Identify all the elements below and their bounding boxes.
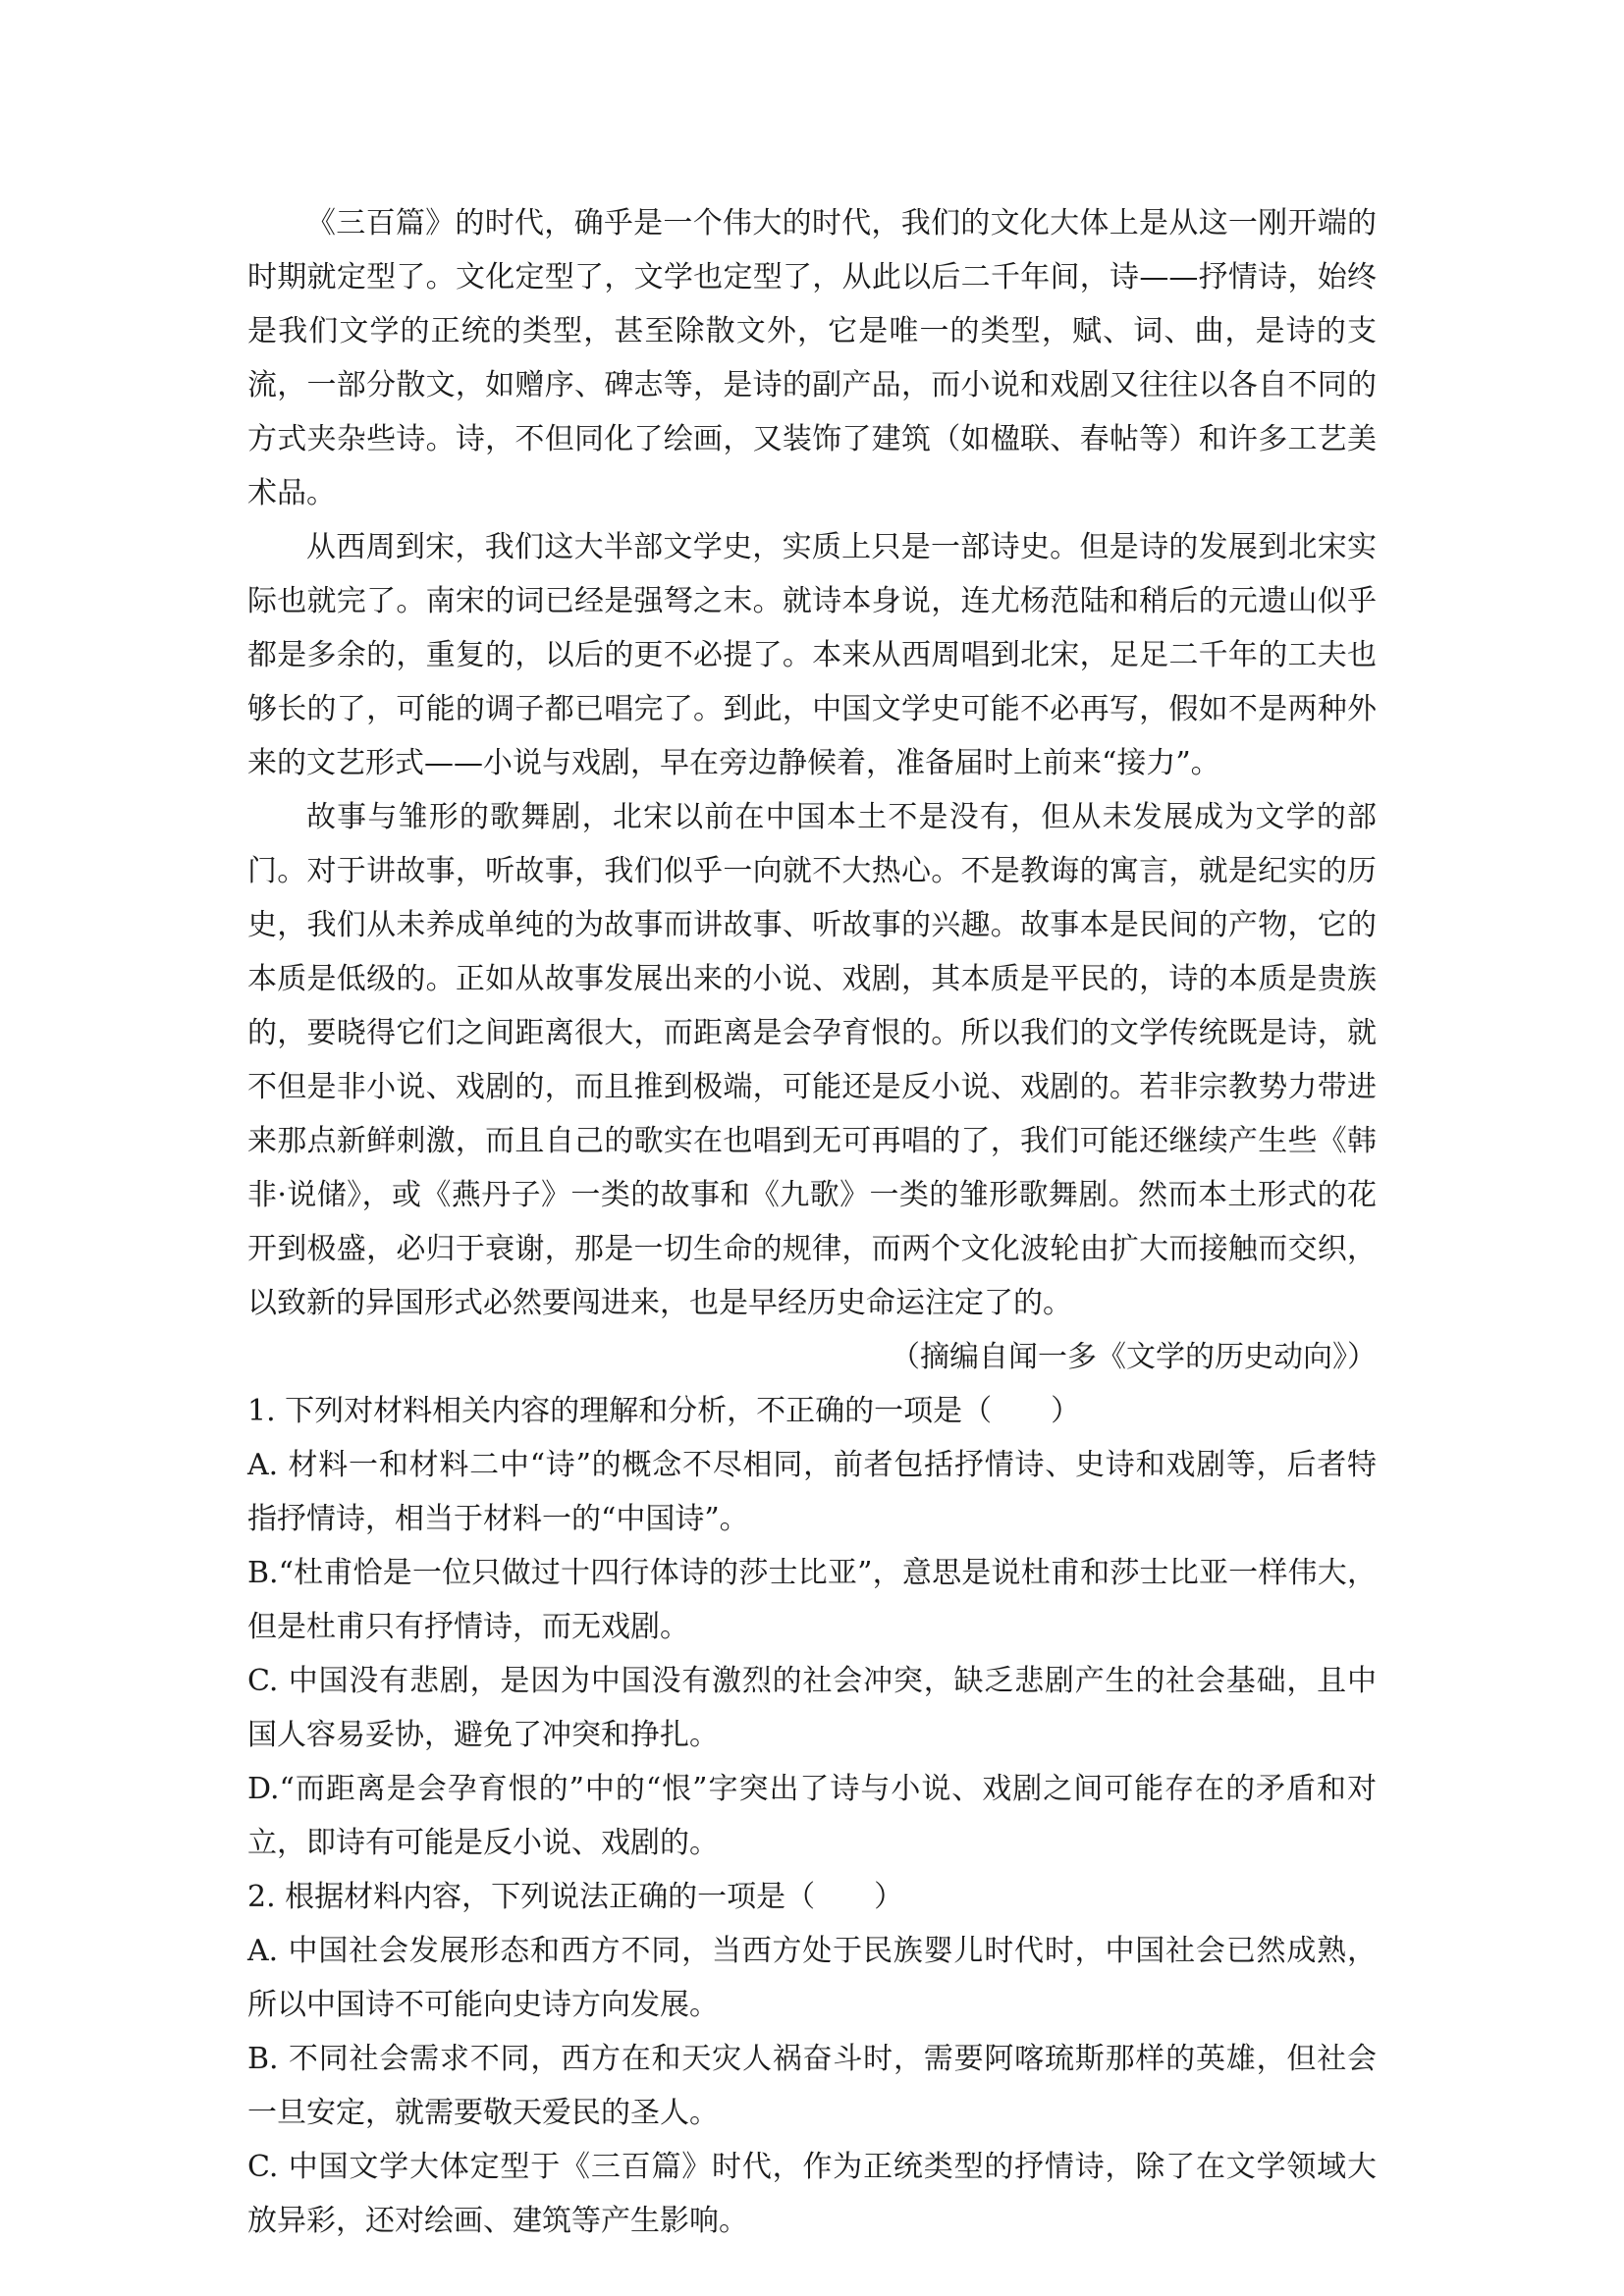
passage-paragraph-1: 《三百篇》的时代，确乎是一个伟大的时代，我们的文化大体上是从这一刚开端的时期就定型了。文化定型了，文学也定型了，从此以后二千年间，诗——抒情诗，始终是我们文学的正统的类型，甚至除散文外，它是唯一的类型，赋、词、曲，是诗的支流，一部分散文，如赠序、碑志等，是诗的副产品，而小说和戏剧又往往以各自不同的方式夹杂些诗。诗，不但同化了绘画，又装饰了建筑（如楹联、春帖等）和许多工艺美术品。 <box>247 206 1377 510</box>
question-option-c: C. 中国没有悲剧，是因为中国没有激烈的社会冲突，缺乏悲剧产生的社会基础，且中国人容易妥协，避免了冲突和挣扎。 <box>247 1664 1377 1752</box>
passage-source: （摘编自闻一多《文学的历史动向》） <box>891 1340 1377 1374</box>
question-2 <box>247 1870 1377 2248</box>
passage-paragraph-2: 从西周到宋，我们这大半部文学史，实质上只是一部诗史。但是诗的发展到北宋实际也就完了。南宋的词已经是强弩之末。就诗本身说，连尤杨范陆和稍后的元遗山似乎都是多余的，重复的，以后的更不必提了。本来从西周唱到北宋，足足二千年的工夫也够长的了，可能的调子都已唱完了。到此，中国文学史可能不必再写，假如不是两种外来的文艺形式——小说与戏剧，早在旁边静候着，准备届时上前来“接力”。 <box>247 530 1377 780</box>
document-body <box>247 196 1377 2248</box>
question-option-c: C. 中国文学大体定型于《三百篇》时代，作为正统类型的抒情诗，除了在文学领域大放异彩，还对绘画、建筑等产生影响。 <box>247 2150 1377 2238</box>
question-stem: 2. 根据材料内容，下列说法正确的一项是（ ） <box>247 1880 904 1914</box>
question-1 <box>247 1384 1377 1870</box>
passage-paragraph-3: 故事与雏形的歌舞剧，北宋以前在中国本土不是没有，但从未发展成为文学的部门。对于讲故事，听故事，我们似乎一向就不大热心。不是教诲的寓言，就是纪实的历史，我们从未养成单纯的为故事而讲故事、听故事的兴趣。故事本是民间的产物，它的本质是低级的。正如从故事发展出来的小说、戏剧，其本质是平民的，诗的本质是贵族的，要晓得它们之间距离很大，而距离是会孕育恨的。所以我们的文学传统既是诗，就不但是非小说、戏剧的，而且推到极端，可能还是反小说、戏剧的。若非宗教势力带进来那点新鲜刺激，而且自己的歌实在也唱到无可再唱的了，我们可能还继续产生些《韩非·说储》，或《燕丹子》一类的故事和《九歌》一类的雏形歌舞剧。然而本土形式的花开到极盛，必归于衰谢，那是一切生命的规律，而两个文化波轮由扩大而接触而交织，以致新的异国形式必然要闯进来，也是早经历史命运注定了的。 <box>247 800 1377 1320</box>
question-option-a: A. 材料一和材料二中“诗”的概念不尽相同，前者包括抒情诗、史诗和戏剧等，后者特指抒情诗，相当于材料一的“中国诗”。 <box>247 1448 1377 1536</box>
question-option-b: B.“杜甫恰是一位只做过十四行体诗的莎士比亚”，意思是说杜甫和莎士比亚一样伟大，但是杜甫只有抒情诗，而无戏剧。 <box>247 1556 1377 1644</box>
question-option-b: B. 不同社会需求不同，西方在和天灾人祸奋斗时，需要阿喀琉斯那样的英雄，但社会一旦安定，就需要敬天爱民的圣人。 <box>247 2042 1377 2130</box>
question-option-a: A. 中国社会发展形态和西方不同，当西方处于民族婴儿时代时，中国社会已然成熟，所以中国诗不可能向史诗方向发展。 <box>247 1934 1377 2022</box>
question-stem: 1. 下列对材料相关内容的理解和分析，不正确的一项是（ ） <box>247 1394 1081 1428</box>
question-option-d: D.“而距离是会孕育恨的”中的“恨”字突出了诗与小说、戏剧之间可能存在的矛盾和对立，即诗有可能是反小说、戏剧的。 <box>247 1772 1377 1860</box>
